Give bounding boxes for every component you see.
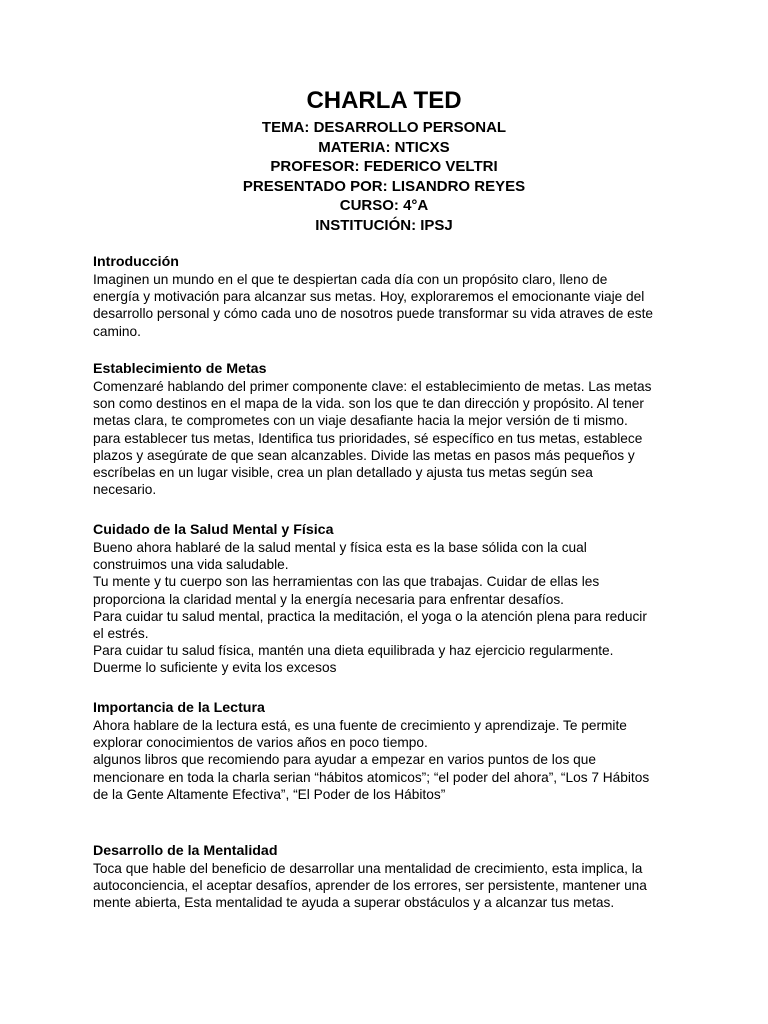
section-heading: Establecimiento de Metas: [93, 361, 267, 377]
paragraph-line: explorar conocimientos de varios años en poco tiempo.: [93, 735, 428, 751]
paragraph-line: mencionare en toda la charla serian “hábitos atomicos”; “el poder del ahora”, “Los 7 Hábitos: [93, 769, 650, 785]
paragraph-line: metas clara, te comprometes con un viaje desafiante hacia la mejor versión de ti mismo.: [93, 413, 628, 429]
section-body: [93, 860, 693, 912]
paragraph-line: son como destinos en el mapa de la vida. son los que te dan dirección y propósito. Al tener: [93, 396, 644, 412]
paragraph-line: Bueno ahora hablaré de la salud mental y física esta es la base sólida con la cual: [93, 540, 587, 555]
section-introduccion: [93, 253, 693, 340]
paragraph-line: Comenzaré hablando del primer componente clave: el establecimiento de metas. Las metas: [93, 379, 652, 394]
paragraph-line: Duerme lo suficiente y evita los excesos: [93, 660, 337, 676]
section-body: [93, 717, 693, 803]
paragraph-line: desarrollo personal y cómo cada uno de nosotros puede transformar su vida atraves de este: [93, 306, 653, 322]
paragraph-line: mente abierta, Esta mentalidad te ayuda a superar obstáculos y a alcanzar tus metas.: [93, 895, 615, 911]
section-heading: Introducción: [93, 254, 179, 270]
meta-subject: MATERIA: NTICXS: [318, 138, 450, 156]
paragraph-line: Toca que hable del beneficio de desarrollar una mentalidad de crecimiento, esta implica, la: [93, 861, 643, 876]
paragraph-line: Tu mente y tu cuerpo son las herramientas con las que trabajas. Cuidar de ellas les: [93, 574, 600, 590]
paragraph-line: Ahora hablare de la lectura está, es una fuente de crecimiento y aprendizaje. Te permite: [93, 718, 627, 733]
paragraph-line: plazos y asegúrate de que sean alcanzables. Divide las metas en pasos más pequeños y: [93, 447, 635, 463]
paragraph-line: Imaginen un mundo en el que te despiertan cada día con un propósito claro, lleno de: [93, 272, 608, 287]
section-establecimiento-de-metas: [93, 360, 693, 498]
section-heading: Cuidado de la Salud Mental y Física: [93, 522, 334, 538]
paragraph-line: energía y motivación para alcanzar sus metas. Hoy, exploraremos el emocionante viaje del: [93, 289, 645, 305]
section-heading: Desarrollo de la Mentalidad: [93, 843, 278, 859]
meta-topic: TEMA: DESARROLLO PERSONAL: [261, 119, 507, 136]
paragraph-line: el estrés.: [93, 626, 149, 642]
paragraph-line: camino.: [93, 323, 141, 339]
paragraph-line: autoconciencia, el aceptar desafíos, aprender de los errores, ser persistente, mantener una: [93, 878, 647, 894]
meta-institution: INSTITUCIÓN: IPSJ: [315, 216, 453, 234]
meta-course: CURSO: 4°A: [339, 197, 429, 214]
section-body: [93, 378, 693, 498]
meta-teacher: PROFESOR: FEDERICO VELTRI: [270, 158, 498, 175]
section-heading: Importancia de la Lectura: [93, 700, 265, 716]
section-salud-mental-fisica: [93, 521, 693, 677]
paragraph-line: de la Gente Altamente Efectiva”, “El Poder de los Hábitos”: [93, 786, 446, 802]
meta-presenter: PRESENTADO POR: LISANDRO REYES: [242, 177, 526, 195]
paragraph-line: necesario.: [93, 482, 157, 498]
section-desarrollo-mentalidad: [93, 842, 693, 912]
document-meta: [0, 118, 768, 235]
paragraph-line: Para cuidar tu salud mental, practica la meditación, el yoga o la atención plena para reducir: [93, 608, 647, 624]
section-importancia-lectura: [93, 699, 693, 803]
paragraph-line: algunos libros que recomiendo para ayudar a empezar en varios puntos de los que: [93, 752, 596, 768]
paragraph-line: Para cuidar tu salud física, mantén una dieta equilibrada y haz ejercicio regularmente.: [93, 643, 614, 659]
paragraph-line: escríbelas en un lugar visible, crea un plan detallado y ajusta tus metas según sea: [93, 465, 593, 481]
document-title: CHARLA TED: [306, 87, 462, 114]
section-body: [93, 539, 693, 677]
paragraph-line: proporciona la claridad mental y la energía necesaria para enfrentar desafíos.: [93, 591, 564, 607]
paragraph-line: construimos una vida saludable.: [93, 557, 289, 573]
section-body: [93, 271, 693, 340]
paragraph-line: para establecer tus metas, Identifica tus prioridades, sé específico en tus metas, establece: [93, 430, 643, 446]
